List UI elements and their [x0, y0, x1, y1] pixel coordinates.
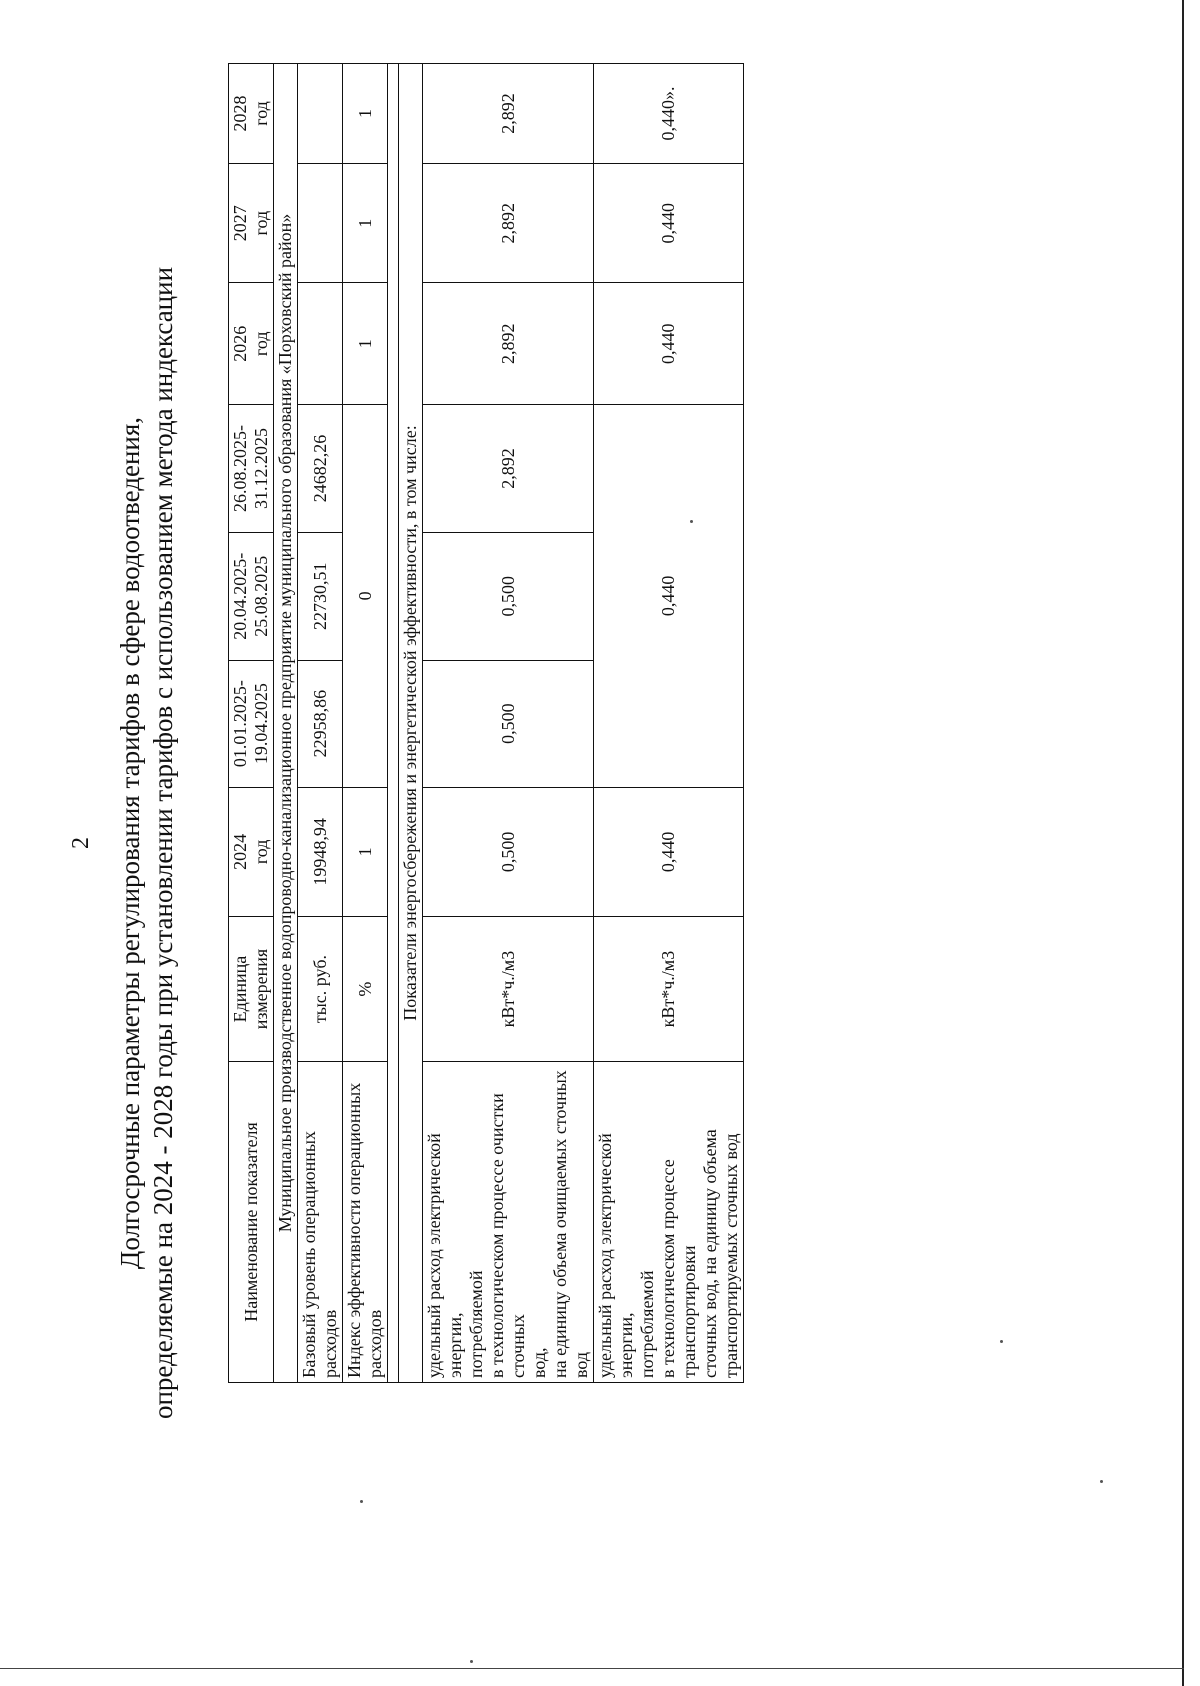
energy-treatment-period-3: 2,892: [423, 405, 594, 533]
energy-section-row: [399, 64, 423, 1383]
title-line-2: определяемые на 2024 - 2028 годы при установлении тарифов с использованием метода индексации: [148, 266, 178, 1420]
energy-transport-2026: 0,440: [594, 283, 744, 405]
energy-treatment-2026: 2,892: [423, 283, 594, 405]
header-period-3: 26.08.2025- 31.12.2025: [229, 405, 274, 533]
energy-transport-row: [594, 64, 744, 1383]
efficiency-index-row: [343, 64, 388, 1383]
energy-treatment-period-2: 0,500: [423, 532, 594, 660]
header-2026: 2026 год: [229, 283, 274, 405]
spacer-cell: [388, 64, 399, 1383]
rotated-page: [50, 63, 1150, 1623]
header-row: [229, 64, 274, 1383]
efficiency-index-2026: 1: [343, 283, 388, 405]
energy-transport-2024: 0,440: [594, 787, 744, 917]
header-period-2: 20.04.2025- 25.08.2025: [229, 532, 274, 660]
energy-treatment-unit: кВт*ч./м3: [423, 917, 594, 1062]
energy-transport-2028: 0,440».: [594, 64, 744, 164]
base-level-2027: [298, 163, 343, 283]
document-title: [114, 63, 180, 1623]
base-level-2024: 19948,94: [298, 787, 343, 917]
page-edge-right: [1182, 0, 1184, 1686]
energy-treatment-2024: 0,500: [423, 787, 594, 917]
org-name: Муниципальное производственное водопроводно-канализационное предприятие муниципального образования «Порховский район»: [274, 64, 298, 1383]
spacer-row: [388, 64, 399, 1383]
efficiency-index-2027: 1: [343, 163, 388, 283]
energy-transport-2027: 0,440: [594, 163, 744, 283]
scan-speck: [470, 1660, 473, 1663]
energy-transport-unit: кВт*ч./м3: [594, 917, 744, 1062]
base-level-unit: тыс. руб.: [298, 917, 343, 1062]
base-level-2028: [298, 64, 343, 164]
energy-section-title: Показатели энергосбережения и энергетической эффективности, в том числе:: [399, 64, 423, 1383]
energy-treatment-2027: 2,892: [423, 163, 594, 283]
header-2024: 2024 год: [229, 787, 274, 917]
energy-transport-name: удельный расход электрической энергии, потребляемой в технологическом процессе транспортировки сточных вод, на единицу объема транспортируемых сточных вод: [594, 1061, 744, 1382]
scan-speck: [1000, 1340, 1003, 1343]
energy-treatment-name: удельный расход электрической энергии, потребляемой в технологическом процессе очистки сточных вод, на единицу объема очищаемых сточных вод: [423, 1061, 594, 1382]
header-period-1: 01.01.2025- 19.04.2025: [229, 660, 274, 787]
efficiency-index-2024: 1: [343, 787, 388, 917]
header-2028: 2028 год: [229, 64, 274, 164]
base-level-2026: [298, 283, 343, 405]
efficiency-index-2028: 1: [343, 64, 388, 164]
header-2027: 2027 год: [229, 163, 274, 283]
scan-speck: [360, 1500, 363, 1503]
page-number: 2: [68, 837, 94, 849]
page-edge-bottom: [0, 1668, 1184, 1669]
energy-treatment-period-1: 0,500: [423, 660, 594, 787]
org-row: [274, 64, 298, 1383]
energy-treatment-row: [423, 64, 594, 1383]
base-level-name: Базовый уровень операционных расходов: [298, 1061, 343, 1382]
base-level-period-2: 22730,51: [298, 532, 343, 660]
base-level-period-1: 22958,86: [298, 660, 343, 787]
parameters-table: [228, 63, 744, 1383]
base-level-period-3: 24682,26: [298, 405, 343, 533]
scan-speck: [1100, 1480, 1103, 1483]
efficiency-index-name: Индекс эффективности операционных расходов: [343, 1061, 388, 1382]
header-name: Наименование показателя: [229, 1061, 274, 1382]
scan-speck: [690, 520, 693, 523]
energy-treatment-2028: 2,892: [423, 64, 594, 164]
energy-transport-2025: 0,440: [594, 405, 744, 787]
efficiency-index-2025: 0: [343, 405, 388, 787]
efficiency-index-unit: %: [343, 917, 388, 1062]
header-unit: Единица измерения: [229, 917, 274, 1062]
base-level-row: [298, 64, 343, 1383]
title-line-1: Долгосрочные параметры регулирования тарифов в сфере водоотведения,: [115, 416, 145, 1270]
